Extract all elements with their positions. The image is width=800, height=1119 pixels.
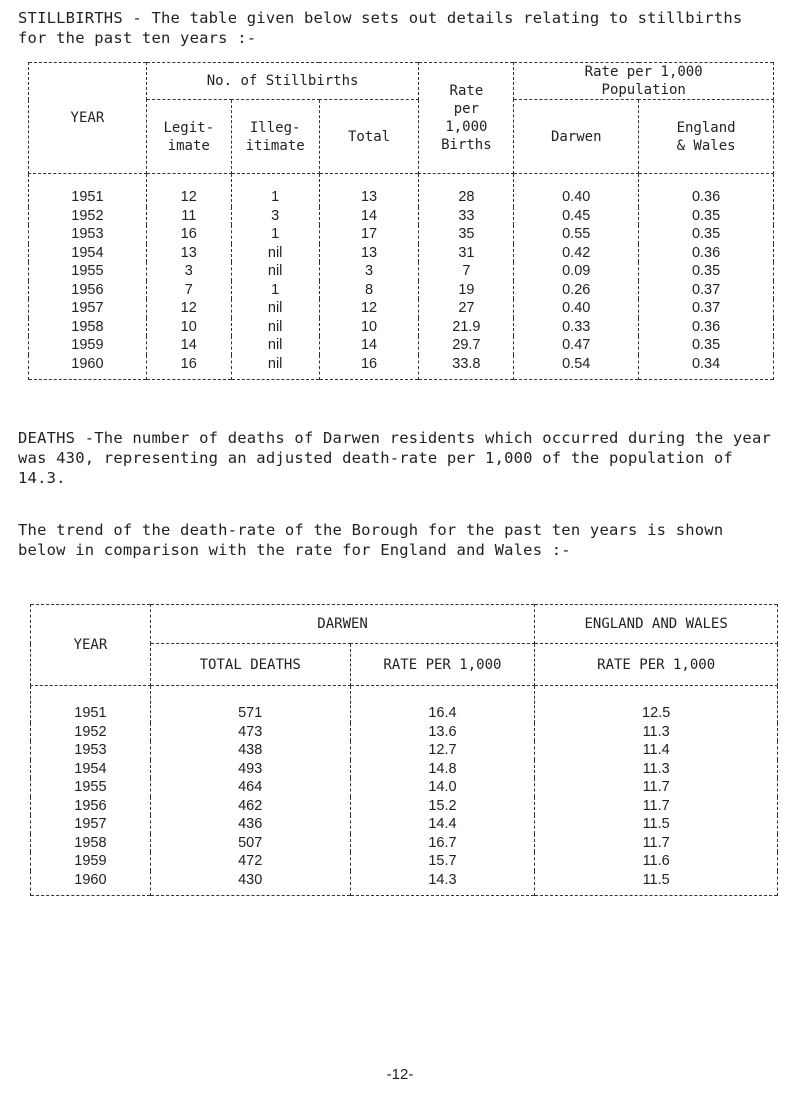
cell-rate: 7	[419, 262, 514, 281]
cell-year: 1957	[31, 815, 151, 834]
table-row	[29, 299, 774, 318]
cell-rate: 27	[419, 299, 514, 318]
cell-rate: 14.0	[350, 778, 535, 797]
cell-legit: 14	[146, 336, 231, 355]
col-illeg-header: Illeg- itimate	[231, 100, 319, 174]
col-number-group-header: No. of Stillbirths	[146, 63, 419, 100]
cell-total: 462	[150, 797, 350, 816]
cell-year: 1956	[31, 797, 151, 816]
cell-england: 11.7	[535, 834, 778, 853]
cell-year: 1951	[31, 686, 151, 723]
page-number: -12-	[386, 1066, 414, 1083]
cell-rate: 19	[419, 281, 514, 300]
cell-year: 1952	[29, 207, 147, 226]
cell-england: 0.34	[639, 355, 774, 380]
deaths-col-total-header: TOTAL DEATHS	[150, 644, 350, 686]
cell-illeg: nil	[231, 244, 319, 263]
cell-england: 0.35	[639, 262, 774, 281]
cell-total: 464	[150, 778, 350, 797]
cell-england: 11.4	[535, 741, 778, 760]
table-row	[31, 871, 778, 896]
cell-total: 13	[319, 244, 419, 263]
cell-year: 1953	[29, 225, 147, 244]
cell-rate: 31	[419, 244, 514, 263]
table-row	[29, 355, 774, 380]
deaths-col-year-header: YEAR	[31, 605, 151, 686]
trend-paragraph: The trend of the death-rate of the Borough for the past ten years is shown below in comparison with the rate for England and Wales :-	[18, 521, 724, 559]
cell-total: 10	[319, 318, 419, 337]
cell-england: 0.37	[639, 299, 774, 318]
col-rate-pop-group-header: Rate per 1,000 Population	[514, 63, 774, 100]
cell-rate: 33	[419, 207, 514, 226]
cell-darwen: 0.26	[514, 281, 639, 300]
cell-total: 14	[319, 207, 419, 226]
cell-england: 11.7	[535, 778, 778, 797]
table-row	[31, 778, 778, 797]
cell-england: 12.5	[535, 686, 778, 723]
table-row	[29, 244, 774, 263]
cell-rate: 14.3	[350, 871, 535, 896]
cell-rate: 12.7	[350, 741, 535, 760]
cell-year: 1953	[31, 741, 151, 760]
table-row	[29, 281, 774, 300]
cell-year: 1957	[29, 299, 147, 318]
cell-darwen: 0.45	[514, 207, 639, 226]
cell-england: 0.36	[639, 174, 774, 207]
cell-england: 0.36	[639, 318, 774, 337]
stillbirths-table	[28, 62, 774, 380]
cell-england: 11.5	[535, 815, 778, 834]
cell-england: 0.35	[639, 336, 774, 355]
cell-total: 473	[150, 723, 350, 742]
cell-rate: 15.2	[350, 797, 535, 816]
cell-legit: 11	[146, 207, 231, 226]
cell-illeg: 1	[231, 281, 319, 300]
cell-darwen: 0.09	[514, 262, 639, 281]
deaths-col-rate-header: RATE PER 1,000	[350, 644, 535, 686]
table-row	[29, 207, 774, 226]
cell-england: 11.6	[535, 852, 778, 871]
col-total-header: Total	[319, 100, 419, 174]
table-row	[31, 760, 778, 779]
col-darwen-header: Darwen	[514, 100, 639, 174]
table-row	[31, 741, 778, 760]
cell-rate: 14.8	[350, 760, 535, 779]
cell-year: 1954	[29, 244, 147, 263]
cell-total: 17	[319, 225, 419, 244]
cell-year: 1959	[29, 336, 147, 355]
deaths-paragraph: DEATHS -The number of deaths of Darwen residents which occurred during the year was 430, representing an adjusted death-rate per 1,000 of the population of 14.3.	[18, 429, 772, 487]
cell-rate: 29.7	[419, 336, 514, 355]
cell-england: 0.37	[639, 281, 774, 300]
cell-england: 0.35	[639, 207, 774, 226]
deaths-col-england-header: ENGLAND AND WALES	[535, 605, 778, 644]
cell-total: 16	[319, 355, 419, 380]
table-row	[29, 318, 774, 337]
cell-rate: 15.7	[350, 852, 535, 871]
table-row	[31, 686, 778, 723]
cell-legit: 13	[146, 244, 231, 263]
table-row	[31, 797, 778, 816]
table-row	[29, 262, 774, 281]
cell-total: 13	[319, 174, 419, 207]
cell-legit: 16	[146, 225, 231, 244]
cell-rate: 16.4	[350, 686, 535, 723]
cell-illeg: nil	[231, 318, 319, 337]
cell-rate: 16.7	[350, 834, 535, 853]
cell-england: 0.36	[639, 244, 774, 263]
cell-england: 11.3	[535, 723, 778, 742]
stillbirths-table-body	[29, 174, 774, 380]
cell-total: 493	[150, 760, 350, 779]
cell-total: 3	[319, 262, 419, 281]
col-legit-header: Legit- imate	[146, 100, 231, 174]
cell-year: 1956	[29, 281, 147, 300]
cell-illeg: 1	[231, 225, 319, 244]
cell-darwen: 0.40	[514, 174, 639, 207]
cell-england: 0.35	[639, 225, 774, 244]
table-row	[29, 174, 774, 207]
deaths-col-england-rate-header: RATE PER 1,000	[535, 644, 778, 686]
cell-legit: 10	[146, 318, 231, 337]
cell-illeg: 1	[231, 174, 319, 207]
cell-year: 1951	[29, 174, 147, 207]
cell-rate: 21.9	[419, 318, 514, 337]
cell-rate: 35	[419, 225, 514, 244]
cell-rate: 13.6	[350, 723, 535, 742]
cell-year: 1954	[31, 760, 151, 779]
cell-illeg: nil	[231, 299, 319, 318]
cell-darwen: 0.47	[514, 336, 639, 355]
deaths-table-body	[31, 686, 778, 896]
cell-illeg: 3	[231, 207, 319, 226]
cell-total: 8	[319, 281, 419, 300]
cell-illeg: nil	[231, 355, 319, 380]
table-row	[31, 815, 778, 834]
cell-year: 1955	[31, 778, 151, 797]
cell-total: 12	[319, 299, 419, 318]
cell-legit: 12	[146, 174, 231, 207]
deaths-col-darwen-header: DARWEN	[150, 605, 534, 644]
cell-rate: 28	[419, 174, 514, 207]
cell-year: 1958	[29, 318, 147, 337]
cell-total: 472	[150, 852, 350, 871]
cell-total: 438	[150, 741, 350, 760]
cell-year: 1952	[31, 723, 151, 742]
cell-rate: 14.4	[350, 815, 535, 834]
cell-total: 507	[150, 834, 350, 853]
cell-year: 1960	[31, 871, 151, 896]
cell-darwen: 0.40	[514, 299, 639, 318]
cell-darwen: 0.42	[514, 244, 639, 263]
cell-darwen: 0.54	[514, 355, 639, 380]
cell-england: 11.7	[535, 797, 778, 816]
col-rate-header: Rate per 1,000 Births	[419, 63, 514, 174]
cell-total: 571	[150, 686, 350, 723]
cell-rate: 33.8	[419, 355, 514, 380]
table-row	[31, 834, 778, 853]
stillbirths-intro: STILLBIRTHS - The table given below sets out details relating to stillbirths for the past ten years :-	[18, 9, 743, 47]
table-row	[29, 225, 774, 244]
col-year-header: YEAR	[29, 63, 147, 174]
cell-year: 1958	[31, 834, 151, 853]
cell-legit: 12	[146, 299, 231, 318]
col-england-header: England & Wales	[639, 100, 774, 174]
table-row	[29, 336, 774, 355]
cell-illeg: nil	[231, 262, 319, 281]
cell-year: 1955	[29, 262, 147, 281]
cell-legit: 7	[146, 281, 231, 300]
cell-total: 436	[150, 815, 350, 834]
cell-year: 1959	[31, 852, 151, 871]
cell-year: 1960	[29, 355, 147, 380]
cell-illeg: nil	[231, 336, 319, 355]
cell-england: 11.5	[535, 871, 778, 896]
cell-england: 11.3	[535, 760, 778, 779]
cell-total: 430	[150, 871, 350, 896]
cell-darwen: 0.55	[514, 225, 639, 244]
table-row	[31, 723, 778, 742]
cell-legit: 16	[146, 355, 231, 380]
cell-total: 14	[319, 336, 419, 355]
cell-legit: 3	[146, 262, 231, 281]
table-row	[31, 852, 778, 871]
cell-darwen: 0.33	[514, 318, 639, 337]
deaths-table	[30, 604, 778, 896]
